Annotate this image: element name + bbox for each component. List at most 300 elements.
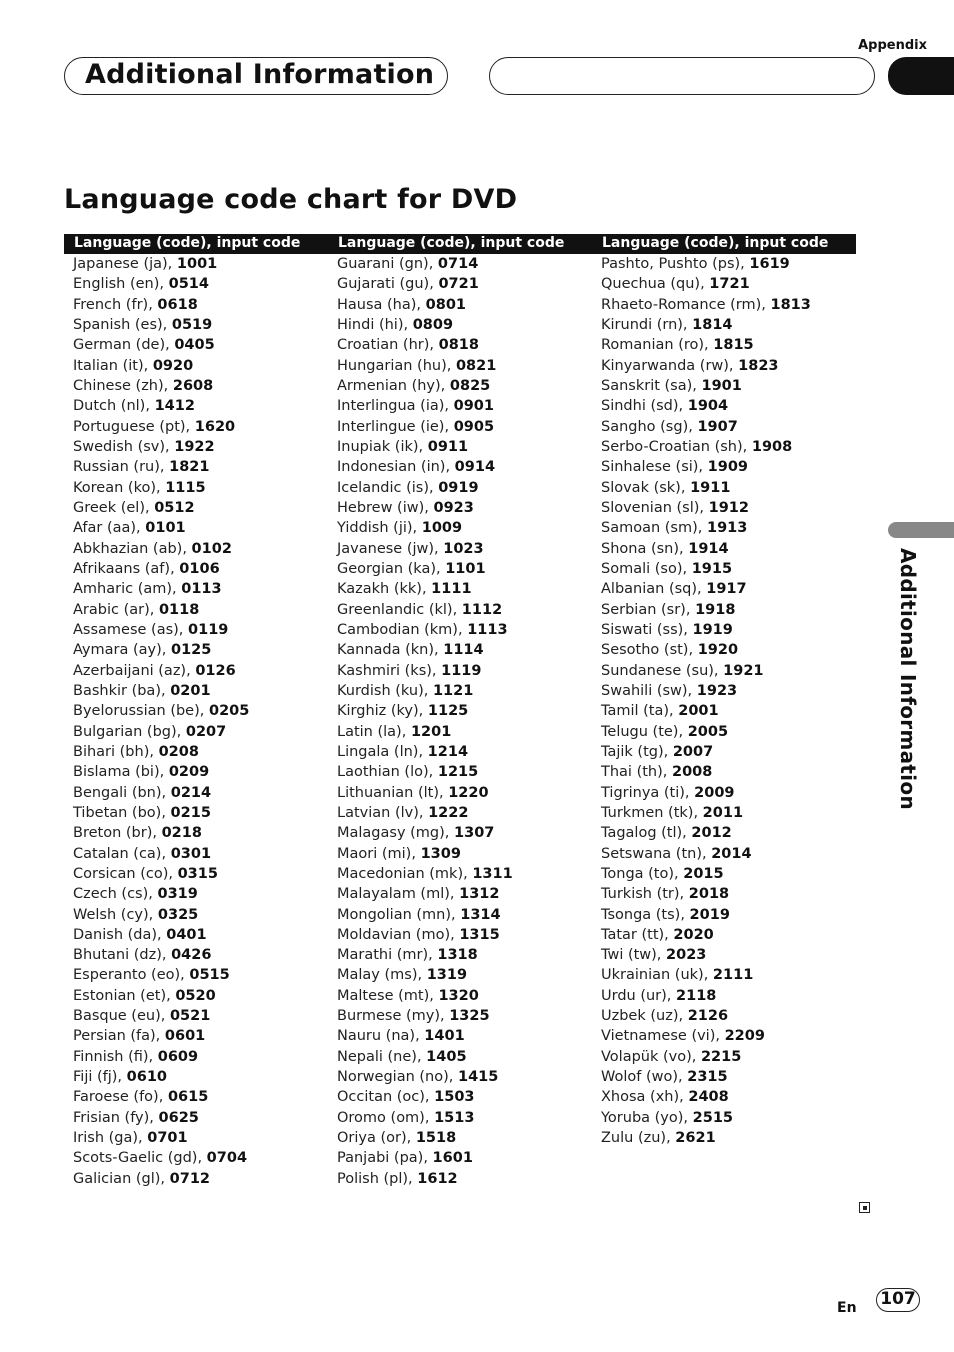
list-item: [337, 905, 513, 925]
language-name: Sanskrit (sa),: [601, 377, 702, 394]
language-input-code: 1415: [457, 1069, 499, 1086]
list-item: [73, 640, 249, 660]
list-item: [73, 457, 249, 477]
list-item: [73, 498, 249, 518]
list-item: [601, 478, 811, 498]
language-name: Estonian (et),: [73, 987, 176, 1004]
language-name: Czech (cs),: [73, 886, 158, 903]
list-item: [337, 803, 513, 823]
list-item: [601, 1026, 811, 1046]
list-item: [73, 437, 249, 457]
language-name: Samoan (sm),: [601, 520, 707, 537]
language-input-code: 0113: [181, 581, 222, 598]
list-item: [337, 335, 513, 355]
language-name: Laothian (lo),: [337, 764, 438, 781]
language-name: Afar (aa),: [73, 520, 146, 537]
language-input-code: 0914: [454, 459, 496, 476]
language-name: Tibetan (bo),: [73, 804, 171, 821]
language-name: German (de),: [73, 337, 175, 354]
list-item: [337, 844, 513, 864]
list-item: [73, 1169, 249, 1189]
language-name: Arabic (ar),: [73, 601, 159, 618]
language-input-code: 0207: [185, 723, 227, 740]
language-name: Kannada (kn),: [337, 642, 444, 659]
language-input-code: 1813: [770, 296, 811, 313]
list-item: [73, 254, 249, 274]
list-item: [601, 722, 811, 742]
language-name: Galician (gl),: [73, 1170, 170, 1187]
language-input-code: 1518: [415, 1130, 457, 1147]
list-item: [337, 295, 513, 315]
language-input-code: 0721: [438, 276, 479, 293]
language-input-code: 2621: [675, 1130, 716, 1147]
list-item: [601, 803, 811, 823]
list-item: [337, 356, 513, 376]
column-header-2: Language (code), input code: [338, 235, 565, 251]
language-input-code: 2608: [172, 377, 214, 394]
list-item: [601, 600, 811, 620]
language-name: Croatian (hr),: [337, 337, 439, 354]
language-input-code: 0201: [170, 682, 211, 699]
language-name: Frisian (fy),: [73, 1109, 159, 1126]
language-input-code: 0901: [453, 398, 494, 415]
language-name: Byelorussian (be),: [73, 703, 209, 720]
language-name: Bihari (bh),: [73, 743, 159, 760]
section-title-pill: [64, 57, 448, 95]
language-name: Indonesian (in),: [337, 459, 455, 476]
list-item: [601, 539, 811, 559]
list-item: [601, 864, 811, 884]
language-input-code: 0919: [438, 479, 479, 496]
list-item: [601, 335, 811, 355]
list-item: [73, 600, 249, 620]
list-item: [601, 376, 811, 396]
column-header-3: Language (code), input code: [602, 235, 829, 251]
list-item: [73, 925, 249, 945]
language-name: Volapük (vo),: [601, 1048, 701, 1065]
list-item: [601, 315, 811, 335]
language-input-code: 0618: [157, 296, 198, 313]
language-input-code: 1918: [695, 601, 736, 618]
language-name: Turkmen (tk),: [601, 804, 703, 821]
language-input-code: 0609: [157, 1048, 199, 1065]
language-name: Yiddish (ji),: [337, 520, 422, 537]
language-input-code: 0615: [167, 1089, 209, 1106]
language-input-code: 1023: [443, 540, 484, 557]
language-input-code: 0704: [206, 1150, 248, 1167]
language-input-code: 0625: [158, 1109, 199, 1126]
list-item: [601, 620, 811, 640]
language-name: Uzbek (uz),: [601, 1008, 688, 1025]
language-name: Tajik (tg),: [601, 743, 673, 760]
language-name: Breton (br),: [73, 825, 162, 842]
language-input-code: 1815: [713, 337, 754, 354]
appendix-label: Appendix: [858, 38, 927, 53]
list-item: [73, 681, 249, 701]
list-item: [337, 518, 513, 538]
list-item: [73, 661, 249, 681]
language-name: Korean (ko),: [73, 479, 166, 496]
language-name: Slovenian (sl),: [601, 499, 709, 516]
list-item: [337, 539, 513, 559]
language-input-code: 1612: [417, 1170, 458, 1187]
list-item: [337, 254, 513, 274]
list-item: [73, 396, 249, 416]
list-item: [601, 844, 811, 864]
language-input-code: 1312: [459, 886, 500, 903]
list-item: [73, 356, 249, 376]
list-item: [337, 620, 513, 640]
language-name: Somali (so),: [601, 560, 692, 577]
language-name: Telugu (te),: [601, 723, 688, 740]
list-item: [73, 274, 249, 294]
page-number: 107: [876, 1288, 920, 1312]
language-name: Latin (la),: [337, 723, 411, 740]
language-name: Swahili (sw),: [601, 682, 697, 699]
language-input-code: 0126: [195, 662, 236, 679]
language-name: Hebrew (iw),: [337, 499, 434, 516]
language-input-code: 0512: [154, 499, 195, 516]
language-name: Kirundi (rn),: [601, 316, 693, 333]
language-name: French (fr),: [73, 296, 158, 313]
list-item: [337, 722, 513, 742]
language-input-code: 0102: [191, 540, 232, 557]
language-input-code: 1319: [426, 967, 468, 984]
language-input-code: 2111: [712, 967, 754, 984]
language-name: Twi (tw),: [601, 947, 667, 964]
language-input-code: 1821: [169, 459, 210, 476]
list-item: [73, 823, 249, 843]
list-item: [601, 1067, 811, 1087]
language-input-code: 1823: [738, 357, 779, 374]
language-name: Amharic (am),: [73, 581, 182, 598]
language-name: Dutch (nl),: [73, 398, 155, 415]
language-input-code: 1220: [448, 784, 489, 801]
language-name: Hindi (hi),: [337, 316, 413, 333]
list-item: [337, 1087, 513, 1107]
language-input-code: 0821: [455, 357, 497, 374]
language-name: Italian (it),: [73, 357, 153, 374]
language-input-code: 1222: [428, 804, 469, 821]
language-name: Albanian (sq),: [601, 581, 707, 598]
language-input-code: 2014: [711, 845, 752, 862]
language-name: Tsonga (ts),: [601, 906, 690, 923]
language-name: Sangho (sg),: [601, 418, 698, 435]
list-item: [337, 1047, 513, 1067]
list-item: [337, 1006, 513, 1026]
list-item: [73, 1026, 249, 1046]
language-input-code: 0905: [453, 418, 495, 435]
list-item: [337, 1026, 513, 1046]
language-name: Pashto, Pushto (ps),: [601, 256, 750, 272]
language-name: Bhutani (dz),: [73, 947, 172, 964]
list-item: [601, 925, 811, 945]
list-item: [601, 945, 811, 965]
list-item: [73, 783, 249, 803]
language-input-code: 2118: [676, 987, 717, 1004]
language-input-code: 0712: [169, 1170, 210, 1187]
language-input-code: 0601: [164, 1028, 206, 1045]
list-item: [73, 518, 249, 538]
language-column-2: [337, 254, 513, 1189]
list-item: [601, 579, 811, 599]
list-item: [601, 437, 811, 457]
list-item: [601, 559, 811, 579]
list-item: [337, 315, 513, 335]
language-name: Kashmiri (ks),: [337, 662, 442, 679]
language-name: Sindhi (sd),: [601, 398, 688, 415]
language-name: Greenlandic (kl),: [337, 601, 462, 618]
language-name: Greek (el),: [73, 499, 155, 516]
list-item: [337, 559, 513, 579]
list-item: [337, 640, 513, 660]
list-item: [73, 742, 249, 762]
language-input-code: 1911: [690, 479, 731, 496]
language-name: Romanian (ro),: [601, 337, 714, 354]
language-name: Inupiak (ik),: [337, 438, 428, 455]
language-input-code: 2020: [673, 926, 714, 943]
language-name: English (en),: [73, 276, 169, 293]
language-name: Sundanese (su),: [601, 662, 724, 679]
list-item: [601, 905, 811, 925]
language-input-code: 0610: [126, 1069, 168, 1086]
language-name: Bashkir (ba),: [73, 682, 171, 699]
language-name: Lithuanian (lt),: [337, 784, 449, 801]
list-item: [73, 1047, 249, 1067]
language-input-code: 1620: [194, 418, 236, 435]
list-item: [601, 356, 811, 376]
language-name: Danish (da),: [73, 926, 167, 943]
list-item: [337, 600, 513, 620]
list-item: [73, 295, 249, 315]
language-input-code: 2018: [688, 886, 730, 903]
language-name: Gujarati (gu),: [337, 276, 439, 293]
language-input-code: 2009: [694, 784, 735, 801]
language-input-code: 0214: [170, 784, 212, 801]
language-name: Fiji (fj),: [73, 1069, 127, 1086]
language-name: Maori (mi),: [337, 845, 421, 862]
language-column-1: [73, 254, 249, 1189]
list-item: [601, 1047, 811, 1067]
language-input-code: 2215: [700, 1048, 742, 1065]
language-name: Faroese (fo),: [73, 1089, 168, 1106]
language-name: Icelandic (is),: [337, 479, 439, 496]
list-item: [337, 986, 513, 1006]
language-name: Swedish (sv),: [73, 438, 175, 455]
language-input-code: 1113: [467, 621, 508, 638]
language-input-code: 1907: [697, 418, 738, 435]
list-item: [73, 1148, 249, 1168]
language-input-code: 1307: [454, 825, 495, 842]
language-name: Polish (pl),: [337, 1170, 418, 1187]
language-input-code: 1917: [706, 581, 747, 598]
language-input-code: 0118: [158, 601, 200, 618]
language-name: Tagalog (tl),: [601, 825, 692, 842]
language-input-code: 1125: [427, 703, 469, 720]
language-input-code: 0215: [170, 804, 211, 821]
language-name: Tamil (ta),: [601, 703, 679, 720]
language-name: Esperanto (eo),: [73, 967, 190, 984]
language-input-code: 2023: [666, 947, 707, 964]
list-item: [337, 823, 513, 843]
list-item: [73, 620, 249, 640]
language-input-code: 2126: [687, 1008, 729, 1025]
list-item: [73, 844, 249, 864]
language-input-code: 1314: [460, 906, 501, 923]
language-name: Tigrinya (ti),: [601, 784, 695, 801]
list-item: [601, 1087, 811, 1107]
language-name: Scots-Gaelic (gd),: [73, 1150, 207, 1167]
language-input-code: 0405: [174, 337, 215, 354]
language-input-code: 2012: [691, 825, 732, 842]
list-item: [73, 722, 249, 742]
list-item: [73, 965, 249, 985]
list-item: [601, 783, 811, 803]
list-item: [601, 518, 811, 538]
language-name: Finnish (fi),: [73, 1048, 158, 1065]
language-name: Javanese (jw),: [337, 540, 444, 557]
list-item: [601, 1006, 811, 1026]
language-input-code: 1325: [449, 1008, 490, 1025]
language-input-code: 0825: [449, 377, 491, 394]
list-item: [601, 1128, 811, 1148]
side-tab-marker: [888, 522, 954, 538]
language-input-code: 2209: [724, 1028, 765, 1045]
language-name: Bislama (bi),: [73, 764, 169, 781]
language-input-code: 0119: [188, 621, 229, 638]
list-item: [337, 884, 513, 904]
language-name: Georgian (ka),: [337, 560, 446, 577]
language-input-code: 1920: [697, 642, 739, 659]
language-input-code: 0514: [168, 276, 209, 293]
list-item: [73, 905, 249, 925]
language-input-code: 2011: [702, 804, 744, 821]
end-of-section-mark: [859, 1202, 870, 1213]
language-input-code: 1309: [420, 845, 461, 862]
language-input-code: 0205: [208, 703, 250, 720]
language-name: Panjabi (pa),: [337, 1150, 433, 1167]
language-input-code: 2005: [687, 723, 729, 740]
language-input-code: 0714: [437, 256, 479, 272]
language-name: Serbo-Croatian (sh),: [601, 438, 752, 455]
language-input-code: 1318: [437, 947, 478, 964]
list-item: [73, 478, 249, 498]
list-item: [73, 315, 249, 335]
language-input-code: 1405: [426, 1048, 467, 1065]
language-name: Norwegian (no),: [337, 1069, 458, 1086]
column-header-1: Language (code), input code: [74, 235, 301, 251]
language-name: Wolof (wo),: [601, 1069, 688, 1086]
list-item: [337, 274, 513, 294]
language-input-code: 1901: [701, 377, 742, 394]
language-input-code: 0125: [170, 642, 212, 659]
list-item: [337, 457, 513, 477]
list-item: [337, 417, 513, 437]
language-name: Assamese (as),: [73, 621, 189, 638]
list-item: [73, 803, 249, 823]
language-name: Irish (ga),: [73, 1130, 148, 1147]
list-item: [337, 681, 513, 701]
list-item: [337, 864, 513, 884]
language-input-code: 1401: [424, 1028, 465, 1045]
language-input-code: 1915: [691, 560, 733, 577]
language-name: Ukrainian (uk),: [601, 967, 713, 984]
language-input-code: 1215: [437, 764, 479, 781]
language-name: Thai (th),: [601, 764, 672, 781]
language-name: Portuguese (pt),: [73, 418, 195, 435]
language-input-code: 1119: [441, 662, 482, 679]
language-input-code: 1908: [751, 438, 793, 455]
language-name: Welsh (cy),: [73, 906, 158, 923]
language-name: Guarani (gn),: [337, 256, 438, 272]
language-name: Spanish (es),: [73, 316, 172, 333]
list-item: [73, 1067, 249, 1087]
language-name: Nepali (ne),: [337, 1048, 427, 1065]
list-item: [601, 417, 811, 437]
list-item: [73, 864, 249, 884]
language-name: Interlingue (ie),: [337, 418, 454, 435]
list-item: [601, 661, 811, 681]
list-item: [337, 742, 513, 762]
language-input-code: 1112: [461, 601, 503, 618]
list-item: [73, 701, 249, 721]
language-name: Mongolian (mn),: [337, 906, 461, 923]
language-name: Serbian (sr),: [601, 601, 696, 618]
page-heading: Language code chart for DVD: [64, 184, 518, 215]
list-item: [337, 1108, 513, 1128]
language-name: Russian (ru),: [73, 459, 170, 476]
language-name: Yoruba (yo),: [601, 1109, 693, 1126]
language-input-code: 0911: [427, 438, 469, 455]
language-input-code: 1214: [427, 743, 469, 760]
list-item: [337, 783, 513, 803]
language-name: Hausa (ha),: [337, 296, 426, 313]
list-item: [601, 701, 811, 721]
list-item: [73, 335, 249, 355]
language-name: Afrikaans (af),: [73, 560, 180, 577]
language-input-code: 2019: [689, 906, 730, 923]
language-name: Setswana (tn),: [601, 845, 712, 862]
language-name: Corsican (co),: [73, 865, 178, 882]
language-input-code: 0426: [171, 947, 212, 964]
list-item: [337, 1148, 513, 1168]
language-input-code: 1121: [432, 682, 474, 699]
language-input-code: 0520: [175, 987, 216, 1004]
list-item: [601, 823, 811, 843]
language-name: Kazakh (kk),: [337, 581, 432, 598]
language-name: Sesotho (st),: [601, 642, 698, 659]
language-input-code: 0920: [152, 357, 194, 374]
language-name: Cambodian (km),: [337, 621, 468, 638]
language-input-code: 1904: [687, 398, 729, 415]
list-item: [601, 498, 811, 518]
empty-header-pill: [489, 57, 875, 95]
list-item: [73, 884, 249, 904]
list-item: [337, 498, 513, 518]
list-item: [337, 396, 513, 416]
language-name: Abkhazian (ab),: [73, 540, 192, 557]
language-name: Kurdish (ku),: [337, 682, 433, 699]
language-input-code: 0319: [157, 886, 198, 903]
language-input-code: 0923: [433, 499, 474, 516]
language-name: Armenian (hy),: [337, 377, 450, 394]
list-item: [73, 945, 249, 965]
language-input-code: 1114: [443, 642, 484, 659]
list-item: [73, 559, 249, 579]
list-item: [601, 396, 811, 416]
language-input-code: 0208: [158, 743, 199, 760]
list-item: [601, 640, 811, 660]
